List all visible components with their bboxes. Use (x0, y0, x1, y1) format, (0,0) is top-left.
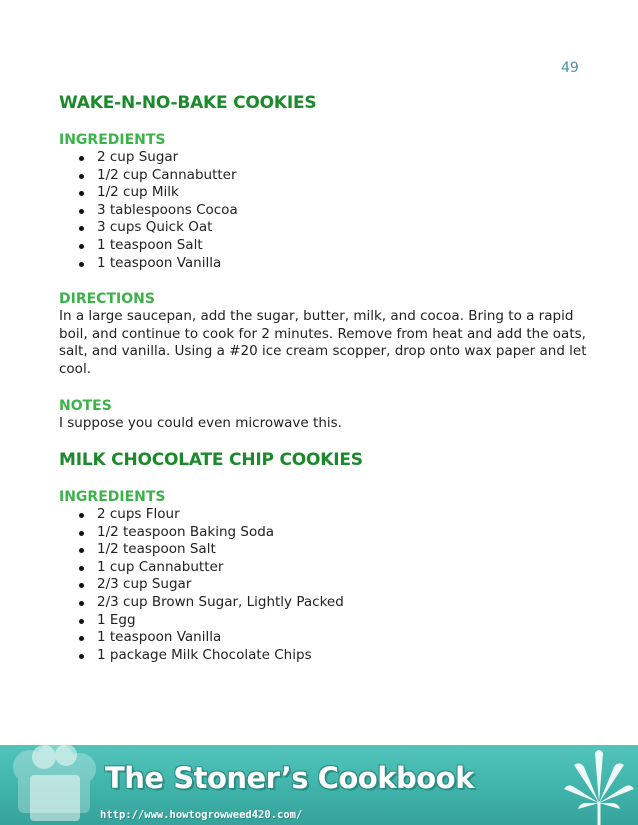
notes-heading: NOTES (59, 397, 112, 414)
ingredient-item: 1 teaspoon Vanilla (77, 255, 589, 273)
ingredient-item: 2/3 cup Brown Sugar, Lightly Packed (77, 594, 589, 612)
ingredient-item: 2/3 cup Sugar (77, 576, 589, 594)
directions-text: In a large saucepan, add the sugar, butter, milk, and cocoa. Bring to a rapid boil, and continue to cook for 2 minutes. Remove from heat and add the oats, salt, and vanilla. Using a #20 ice cream scopper, drop onto wax paper and let cool. (59, 308, 587, 377)
ingredient-item: 1 package Milk Chocolate Chips (77, 647, 589, 665)
ingredient-item: 3 tablespoons Cocoa (77, 202, 589, 220)
ingredient-item: 1 teaspoon Vanilla (77, 629, 589, 647)
ingredient-item: 1 Egg (77, 612, 589, 630)
footer-banner (0, 745, 638, 825)
footer-url[interactable]: http://www.howtogrowweed420.com/ (100, 809, 303, 821)
page-number: 49 (561, 60, 579, 76)
ingredients-heading: INGREDIENTS (59, 489, 166, 505)
ingredients-heading: INGREDIENTS (59, 132, 166, 148)
notes-text: I suppose you could even microwave this. (59, 414, 342, 431)
ingredient-item: 3 cups Quick Oat (77, 219, 589, 237)
ingredients-list (59, 506, 589, 664)
directions-heading: DIRECTIONS (59, 291, 155, 308)
cannabis-leaf-icon (560, 745, 638, 825)
ingredient-item: 1/2 teaspoon Baking Soda (77, 524, 589, 542)
chef-hat-icon (0, 745, 110, 825)
footer-title: The Stoner’s Cookbook (105, 761, 474, 795)
ingredient-item: 1/2 cup Cannabutter (77, 167, 589, 185)
recipe-wake-n-no-bake (59, 93, 589, 432)
ingredients-list (59, 149, 589, 272)
ingredient-item: 2 cup Sugar (77, 149, 589, 167)
ingredient-item: 1/2 cup Milk (77, 184, 589, 202)
recipe-milk-chocolate-chip (59, 450, 589, 664)
ingredient-item: 1/2 teaspoon Salt (77, 541, 589, 559)
recipe-title: MILK CHOCOLATE CHIP COOKIES (59, 450, 363, 470)
recipe-title: WAKE-N-NO-BAKE COOKIES (59, 93, 317, 113)
ingredient-item: 1 cup Cannabutter (77, 559, 589, 577)
ingredient-item: 1 teaspoon Salt (77, 237, 589, 255)
ingredient-item: 2 cups Flour (77, 506, 589, 524)
